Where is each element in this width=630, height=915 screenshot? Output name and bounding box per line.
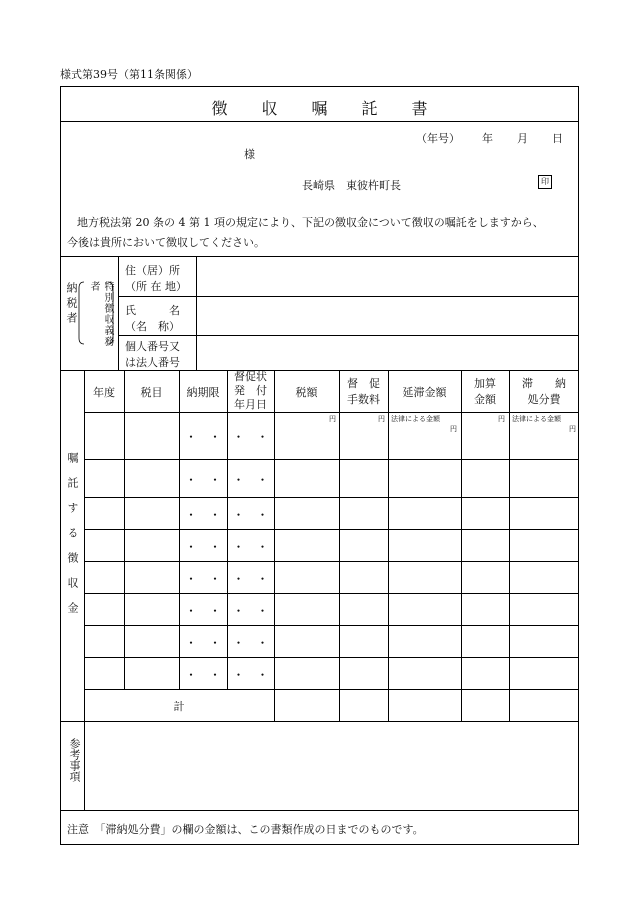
notice-date-dots: ・ ・ xyxy=(232,540,269,554)
date-year: 年 xyxy=(482,132,493,145)
issuer-name: 長崎県 東彼杵町長 xyxy=(302,179,401,192)
id-label-1: 個人番号又 xyxy=(125,340,180,353)
address-label-2: （所 在 地） xyxy=(125,280,187,293)
collection-amount-side-label: 嘱託する徴収金 xyxy=(66,452,79,627)
notice-date-dots: ・ ・ xyxy=(232,636,269,650)
header-tax-item: 税目 xyxy=(140,386,163,399)
header-delay-amount: 延滞金額 xyxy=(402,386,447,399)
header-add-amount: 加算 金額 xyxy=(474,377,496,406)
notice-date-dots: ・ ・ xyxy=(232,508,269,522)
total-label: 計 xyxy=(173,700,185,713)
date-nengo: （年号） xyxy=(416,132,460,145)
taxpayer-label: 納税者 xyxy=(65,282,78,327)
form-frame xyxy=(60,86,579,845)
header-due-date: 納期限 xyxy=(186,386,220,399)
due-date-dots: ・ ・ xyxy=(184,572,221,586)
note-text: 注意 「滞納処分費」の欄の金額は、この書類作成の日までのものです。 xyxy=(67,823,424,836)
form-number: 様式第39号（第11条関係） xyxy=(60,68,198,81)
address-label-1: 住（居）所 xyxy=(125,264,180,277)
addressee-suffix: 様 xyxy=(244,148,255,161)
date-month: 月 xyxy=(517,132,528,145)
id-label-2: は法人番号 xyxy=(125,356,180,369)
header-year: 年度 xyxy=(93,386,115,399)
unit-tax-amount: 円 xyxy=(329,415,336,423)
due-date-dots: ・ ・ xyxy=(184,540,221,554)
header-tax-amount: 税額 xyxy=(295,386,318,399)
legal-amount-processing: 法律による金額 xyxy=(512,415,561,423)
due-date-dots: ・ ・ xyxy=(184,473,221,487)
document-title: 徴 収 嘱 託 書 xyxy=(211,99,428,118)
due-date-dots: ・ ・ xyxy=(184,604,221,618)
legal-amount-delay: 法律による金額 xyxy=(391,415,440,423)
header-fee: 督 促 手数料 xyxy=(347,377,380,406)
notice-date-dots: ・ ・ xyxy=(232,668,269,682)
due-date-dots: ・ ・ xyxy=(184,508,221,522)
body-text-line-2: 今後は貴所において徴収してください。 xyxy=(67,236,265,249)
due-date-dots: ・ ・ xyxy=(184,636,221,650)
unit-add-amount: 円 xyxy=(498,415,505,423)
date-day: 日 xyxy=(552,132,563,145)
due-date-dots: ・ ・ xyxy=(184,668,221,682)
unit-processing: 円 xyxy=(569,425,576,433)
name-label-1: 氏 名 xyxy=(125,304,180,317)
unit-fee: 円 xyxy=(378,415,385,423)
remarks-label: 参考事項 xyxy=(68,738,81,782)
body-text-line-1: 地方税法第 20 条の 4 第 1 項の規定により、下記の徴収金について徴収の嘱託をしますから、 xyxy=(77,216,544,229)
seal-mark: 印 xyxy=(538,175,552,189)
header-notice-date: 督促状 発 付 年月日 xyxy=(234,370,267,411)
special-collection-obligor-label: 特別徴収義務者 xyxy=(88,281,113,347)
unit-delay: 円 xyxy=(450,425,457,433)
name-label-2: （名 称） xyxy=(125,320,180,333)
notice-date-dots: ・ ・ xyxy=(232,430,269,444)
due-date-dots: ・ ・ xyxy=(184,430,221,444)
header-processing-fee: 滞 納 処分費 xyxy=(522,377,566,406)
notice-date-dots: ・ ・ xyxy=(232,604,269,618)
notice-date-dots: ・ ・ xyxy=(232,572,269,586)
notice-date-dots: ・ ・ xyxy=(232,473,269,487)
